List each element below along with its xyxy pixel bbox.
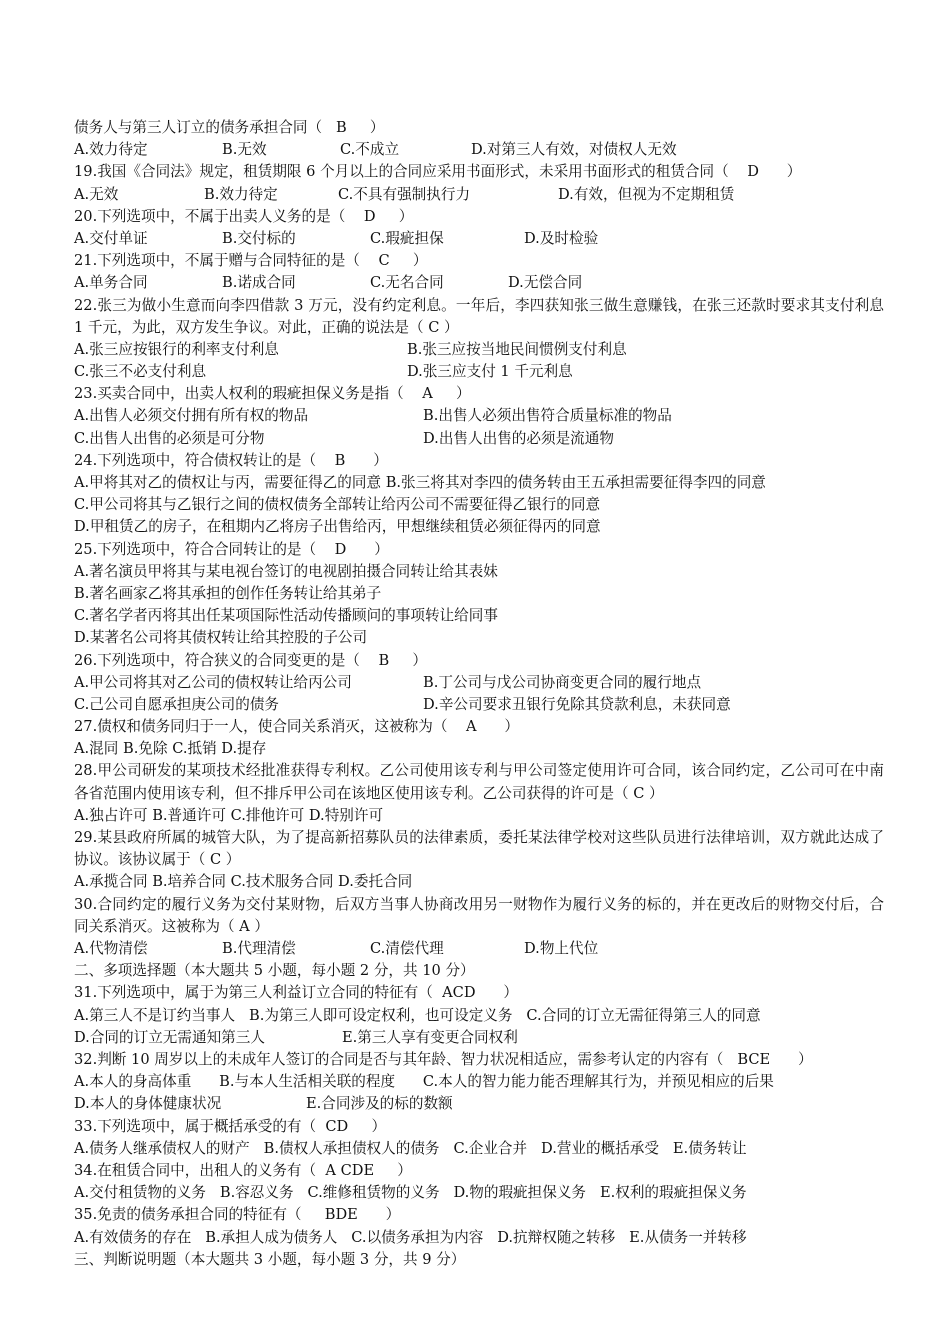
option: B.无效 [222,141,267,159]
q23-options-row1 [74,405,884,427]
q25-option-c: C.著名学者丙将其出任某项国际性活动传播顾问的事项转让给同事 [74,607,498,625]
q28-stem: 28.甲公司研发的某项技术经批准获得专利权。乙公司使用该专利与甲公司签定使用许可合同，该合同约定，乙公司可在中南各省范围内使用该专利，但不排斥甲公司在该地区使用该专利。乙公司获得的许可是（ C ） [74,762,884,802]
option: D.辛公司要求丑银行免除其贷款利息，未获同意 [423,695,731,713]
option: A.单务合同 [74,274,148,292]
option: E.第三人享有变更合同权利 [342,1028,518,1046]
option: A.效力待定 [74,141,148,159]
q21-options [74,272,884,294]
q32-stem: 32.判断 10 周岁以上的未成年人签订的合同是否与其年龄、智力状况相适应，需参考认定的内容有（ BCE ） [74,1051,813,1068]
option: D.张三应支付 1 千元利息 [407,363,573,381]
q20-options [74,228,884,250]
q31-options-row1: A.第三人不是订约当事人 B.为第三人即可设定权利，也可设定义务 C.合同的订立无需征得第三人的同意 [74,1006,761,1024]
option: C.出售人出售的必须是可分物 [74,429,265,447]
q26-options-row1 [74,672,884,694]
q24-option-ab: A.甲将其对乙的债权让与丙，需要征得乙的同意 B.张三将其对李四的债务转由王五承担需要征得李四的同意 [74,474,766,492]
q19-stem: 19.我国《合同法》规定，租赁期限 6 个月以上的合同应采用书面形式，未采用书面形式的租赁合同（ D ） [74,163,802,181]
q32-options-row1: A.本人的身高体重 B.与本人生活相关联的程度 C.本人的智力能力能否理解其行为，并预见相应的后果 [74,1073,774,1091]
q32-options-row2 [74,1093,884,1115]
option: C.不成立 [340,141,400,159]
option: B.交付标的 [222,229,296,247]
q28-options: A.独占许可 B.普通许可 C.排他许可 D.特别许可 [74,806,384,824]
option: C.瑕疵担保 [370,229,444,247]
q25-option-a: A.著名演员甲将其与某电视台签订的电视剧拍摄合同转让给其表妹 [74,562,498,580]
q33-stem: 33.下列选项中，属于概括承受的有（ CD ） [74,1117,387,1135]
q24-option-d: D.甲租赁乙的房子，在租期内乙将房子出售给丙，甲想继续租赁必须征得丙的同意 [74,518,601,536]
q22-stem: 22.张三为做小生意而向李四借款 3 万元，没有约定利息。一年后，李四获知张三做生意赚钱，在张三还款时要求其支付利息 1 千元，为此，双方发生争议。对此，正确的说法是（ C ） [74,296,884,336]
option: A.甲公司将其对乙公司的债权转让给丙公司 [74,673,352,691]
q24-stem: 24.下列选项中，符合债权转让的是（ B ） [74,451,388,469]
q26-options-row2 [74,694,884,716]
q25-option-d: D.某著名公司将其债权转让给其控股的子公司 [74,629,368,647]
q34-options: A.交付租赁物的义务 B.容忍义务 C.维修租赁物的义务 D.物的瑕疵担保义务 E.权利的瑕疵担保义务 [74,1184,747,1202]
q21-stem: 21.下列选项中，不属于赠与合同特征的是（ C ） [74,252,428,270]
q30-options [74,938,884,960]
option: A.张三应按银行的利率支付利息 [74,340,279,358]
q35-options: A.有效债务的存在 B.承担人成为债务人 C.以债务承担为内容 D.抗辩权随之转移 E.从债务一并转移 [74,1228,747,1246]
option: B.效力待定 [204,185,278,203]
q30-stem: 30.合同约定的履行义务为交付某财物，后双方当事人协商改用另一财物作为履行义务的标的，并在更改后的财物交付后，合同关系消灭。这被称为（ A ） [74,895,884,935]
option: E.合同涉及的标的数额 [306,1095,453,1113]
q34-stem: 34.在租赁合同中，出租人的义务有（ A CDE ） [74,1161,412,1179]
q25-stem: 25.下列选项中，符合合同转让的是（ D ） [74,540,389,558]
q33-options: A.债务人继承债权人的财产 B.债权人承担债权人的债务 C.企业合并 D.营业的概括承受 E.债务转让 [74,1139,747,1157]
q29-options: A.承揽合同 B.培养合同 C.技术服务合同 D.委托合同 [74,873,413,891]
q27-options: A.混同 B.免除 C.抵销 D.提存 [74,740,267,758]
option: D.有效，但视为不定期租赁 [558,185,735,203]
option: B.张三应按当地民间惯例支付利息 [407,340,627,358]
section-heading-true-false: 三、判断说明题（本大题共 3 小题，每小题 3 分，共 9 分） [74,1250,466,1268]
q23-stem: 23.买卖合同中，出卖人权利的瑕疵担保义务是指（ A ） [74,385,471,403]
option: B.出售人必须出售符合质量标准的物品 [423,407,672,425]
option: A.代物清偿 [74,940,148,958]
q27-stem: 27.债权和债务同归于一人，使合同关系消灭，这被称为（ A ） [74,718,519,736]
q35-stem: 35.免责的债务承担合同的特征有（ BDE ） [74,1206,401,1224]
option: C.清偿代理 [370,940,444,958]
q26-stem: 26.下列选项中，符合狭义的合同变更的是（ B ） [74,651,427,669]
q22-options-row2 [74,361,884,383]
option: A.出售人必须交付拥有所有权的物品 [74,407,309,425]
q25-option-b: B.著名画家乙将其承担的创作任务转让给其弟子 [74,584,382,602]
option: D.出售人出售的必须是流通物 [423,429,614,447]
option: A.无效 [74,185,119,203]
q22-options-row1 [74,339,884,361]
document-page [74,117,884,1271]
option: B.丁公司与戊公司协商变更合同的履行地点 [423,673,702,691]
section-heading-multiple-choice: 二、多项选择题（本大题共 5 小题，每小题 2 分，共 10 分） [74,962,475,980]
option: C.张三不必支付利息 [74,363,207,381]
option: D.物上代位 [524,940,599,958]
option: D.及时检验 [524,229,599,247]
q31-stem: 31.下列选项中，属于为第三人利益订立合同的特征有（ ACD ） [74,984,518,1002]
q31-options-row2 [74,1027,884,1049]
q24-option-c: C.甲公司将其与乙银行之间的债权债务全部转让给丙公司不需要征得乙银行的同意 [74,496,601,514]
q23-options-row2 [74,428,884,450]
q18-stem: 债务人与第三人订立的债务承担合同（ B ） [74,119,385,136]
q20-stem: 20.下列选项中，不属于出卖人义务的是（ D ） [74,207,414,225]
option: C.己公司自愿承担庚公司的债务 [74,695,280,713]
option: D.对第三人有效，对债权人无效 [471,141,677,159]
option: C.无名合同 [370,274,444,292]
option: D.合同的订立无需通知第三人 [74,1028,265,1046]
q19-options [74,184,884,206]
option: A.交付单证 [74,229,148,247]
option: B.诺成合同 [222,274,296,292]
option: B.代理清偿 [222,940,296,958]
q29-stem: 29.某县政府所属的城管大队，为了提高新招募队员的法律素质，委托某法律学校对这些队员进行法律培训，双方就此达成了协议。该协议属于（ C ） [74,829,884,869]
q18-options [74,139,884,161]
option: C.不具有强制执行力 [338,185,471,203]
option: D.无偿合同 [508,274,583,292]
option: D.本人的身体健康状况 [74,1095,222,1113]
